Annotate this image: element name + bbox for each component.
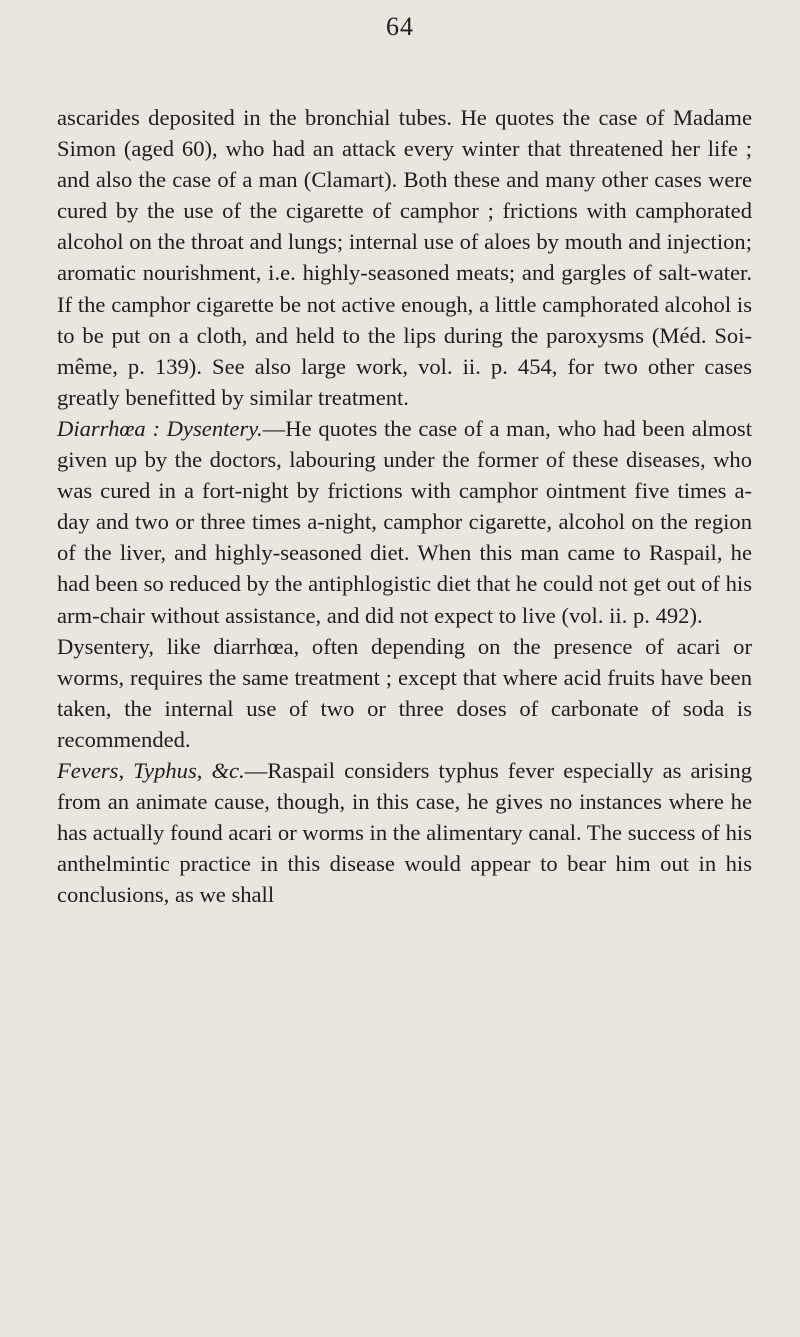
paragraph-text: —Raspail considers typhus fever especially as arising from an animate cause, though, in this case, he gives no instances where he has actually found acari or worms in the alimentary canal. The success of his anthelmintic practice in this disease would appear to bear him out in his conclusions, as we shall — [57, 757, 752, 908]
paragraph-diarrhoea — [57, 413, 752, 631]
paragraph-dysentery — [57, 631, 752, 755]
page-number: 64 — [386, 12, 414, 41]
section-heading-fevers: Fevers, Typhus, &c. — [57, 757, 245, 783]
paragraph-text: Dysentery, like diarrhœa, often depending on the presence of acari or worms, requires the same treatment ; except that where acid fruits have been taken, the internal use of two or three doses of carbonate of soda is recommended. — [57, 633, 752, 752]
section-heading-diarrhoea: Diarrhœa : Dysentery. — [57, 415, 263, 441]
paragraph-text: —He quotes the case of a man, who had been almost given up by the doctors, labouring under the former of these diseases, who was cured in a fort-night by frictions with camphor ointment five times a-day and two or three times a-night, camphor cigarette, alcohol on the region of the liver, and highly-seasoned diet. When this man came to Raspail, he had been so reduced by the antiphlogistic diet that he could not get out of his arm-chair without assistance, and did not expect to live (vol. ii. p. 492). — [57, 415, 752, 628]
paragraph-text: ascarides deposited in the bronchial tubes. He quotes the case of Madame Simon (aged 60), who had an attack every winter that threatened her life ; and also the case of a man (Clamart). Both these and many other cases were cured by the use of the cigarette of camphor ; frictions with camphorated alcohol on the throat and lungs; internal use of aloes by mouth and injection; aromatic nourishment, i.e. highly-seasoned meats; and gargles of salt-water. If the camphor cigarette be not active enough, a little camphorated alcohol is to be put on a cloth, and held to the lips during the paroxysms (Méd. Soi-même, p. 139). See also large work, vol. ii. p. 454, for two other cases greatly benefitted by similar treatment. — [57, 105, 752, 410]
body-text — [57, 102, 752, 910]
paragraph-asthma-continued — [57, 102, 752, 413]
paragraph-fevers — [57, 755, 752, 910]
